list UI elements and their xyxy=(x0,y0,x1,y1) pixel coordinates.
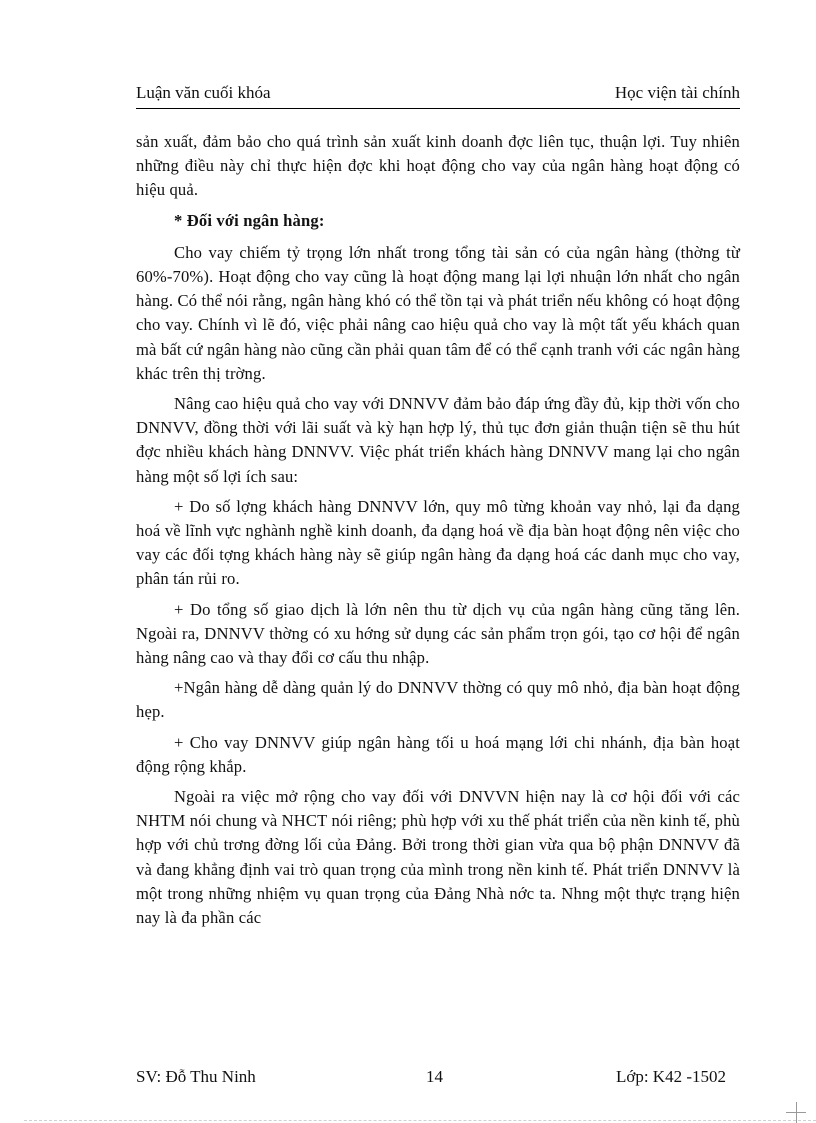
crop-mark-horizontal xyxy=(786,1112,806,1113)
paragraph-expansion: Ngoài ra việc mở rộng cho vay đối với DNVVN hiện nay là cơ hội đối với các NHTM nói chung và NHCT nói riêng; phù hợp với xu thế phát triển của nền kinh tế, phù hợp với chủ trơng đờng lối của Đảng. Bởi trong thời gian vừa qua bộ phận DNNVV đã và đang khẳng định vai trò quan trọng của mình trong nền kinh tế. Phát triển DNNVV là một trong những nhiệm vụ quan trọng của Đảng Nhà nớc ta. Nhng một thực trạng hiện nay là đa phần các xyxy=(136,787,740,928)
page-bottom-edge xyxy=(24,1120,816,1121)
header-institution: Học viện tài chính xyxy=(614,83,740,102)
footer-page-number: 14 xyxy=(426,1067,443,1086)
paragraph-lending-share: Cho vay chiếm tỷ trọng lớn nhất trong tổng tài sản có của ngân hàng (thờng từ 60%-70%). Hoạt động cho vay cũng là hoạt động mang lại lợi nhuận lớn nhất cho ngân hàng. Có thể nói rằng, ngân hàng khó có thể tồn tại và phát triển nếu không có hoạt động cho vay. Chính vì lẽ đó, việc phải nâng cao hiệu quả cho vay là một tất yếu khách quan mà bất cứ ngân hàng nào cũng cần phải quan tâm để có thể cạnh tranh với các ngân hàng khác trên thị trờng. xyxy=(136,242,740,383)
section-heading-bank: * Đối với ngân hàng: xyxy=(174,210,325,230)
bullet-easy-management: +Ngân hàng dễ dàng quản lý do DNNVV thờng có quy mô nhỏ, địa bàn hoạt động hẹp. xyxy=(136,678,740,722)
page-body xyxy=(136,130,740,936)
bullet-branch-network: + Cho vay DNNVV giúp ngân hàng tối u hoá mạng lới chi nhánh, địa bàn hoạt động rộng khắp. xyxy=(136,732,740,776)
paragraph-continuation: sản xuất, đảm bảo cho quá trình sản xuất kinh doanh đợc liên tục, thuận lợi. Tuy nhiên những điều này chỉ thực hiện đợc khi hoạt động cho vay của ngân hàng hoạt động có hiệu quả. xyxy=(136,132,740,200)
bullet-transaction-volume: + Do tổng số giao dịch là lớn nên thu từ dịch vụ của ngân hàng cũng tăng lên. Ngoài ra, DNNVV thờng có xu hớng sử dụng các sản phẩm trọn gói, tạo cơ hội để ngân hàng nâng cao và thay đổi cơ cấu thu nhập. xyxy=(136,599,740,668)
page-footer xyxy=(136,1066,740,1090)
footer-student-name: SV: Đỗ Thu Ninh xyxy=(136,1067,256,1086)
footer-class-code: Lớp: K42 -1502 xyxy=(615,1067,726,1086)
paragraph-sme-efficiency: Nâng cao hiệu quả cho vay với DNNVV đảm bảo đáp ứng đầy đủ, kịp thời vốn cho DNNVV, đồng thời với lãi suất và kỳ hạn hợp lý, thủ tục đơn giản thuận tiện sẽ thu hút đợc nhiều khách hàng DNNVV. Việc phát triển khách hàng DNNVV mang lại cho ngân hàng một số lợi ích sau: xyxy=(136,394,740,486)
bullet-diversification: + Do số lợng khách hàng DNNVV lớn, quy mô từng khoản vay nhỏ, lại đa dạng hoá về lĩnh vực nghành nghề kinh doanh, đa dạng hoá về địa bàn hoạt động nên việc cho vay các đối tợng khách hàng này sẽ giúp ngân hàng đa dạng hoá các danh mục cho vay, phân tán rủi ro. xyxy=(136,496,740,589)
header-thesis-title: Luận văn cuối khóa xyxy=(136,83,271,102)
page-header xyxy=(136,82,740,109)
